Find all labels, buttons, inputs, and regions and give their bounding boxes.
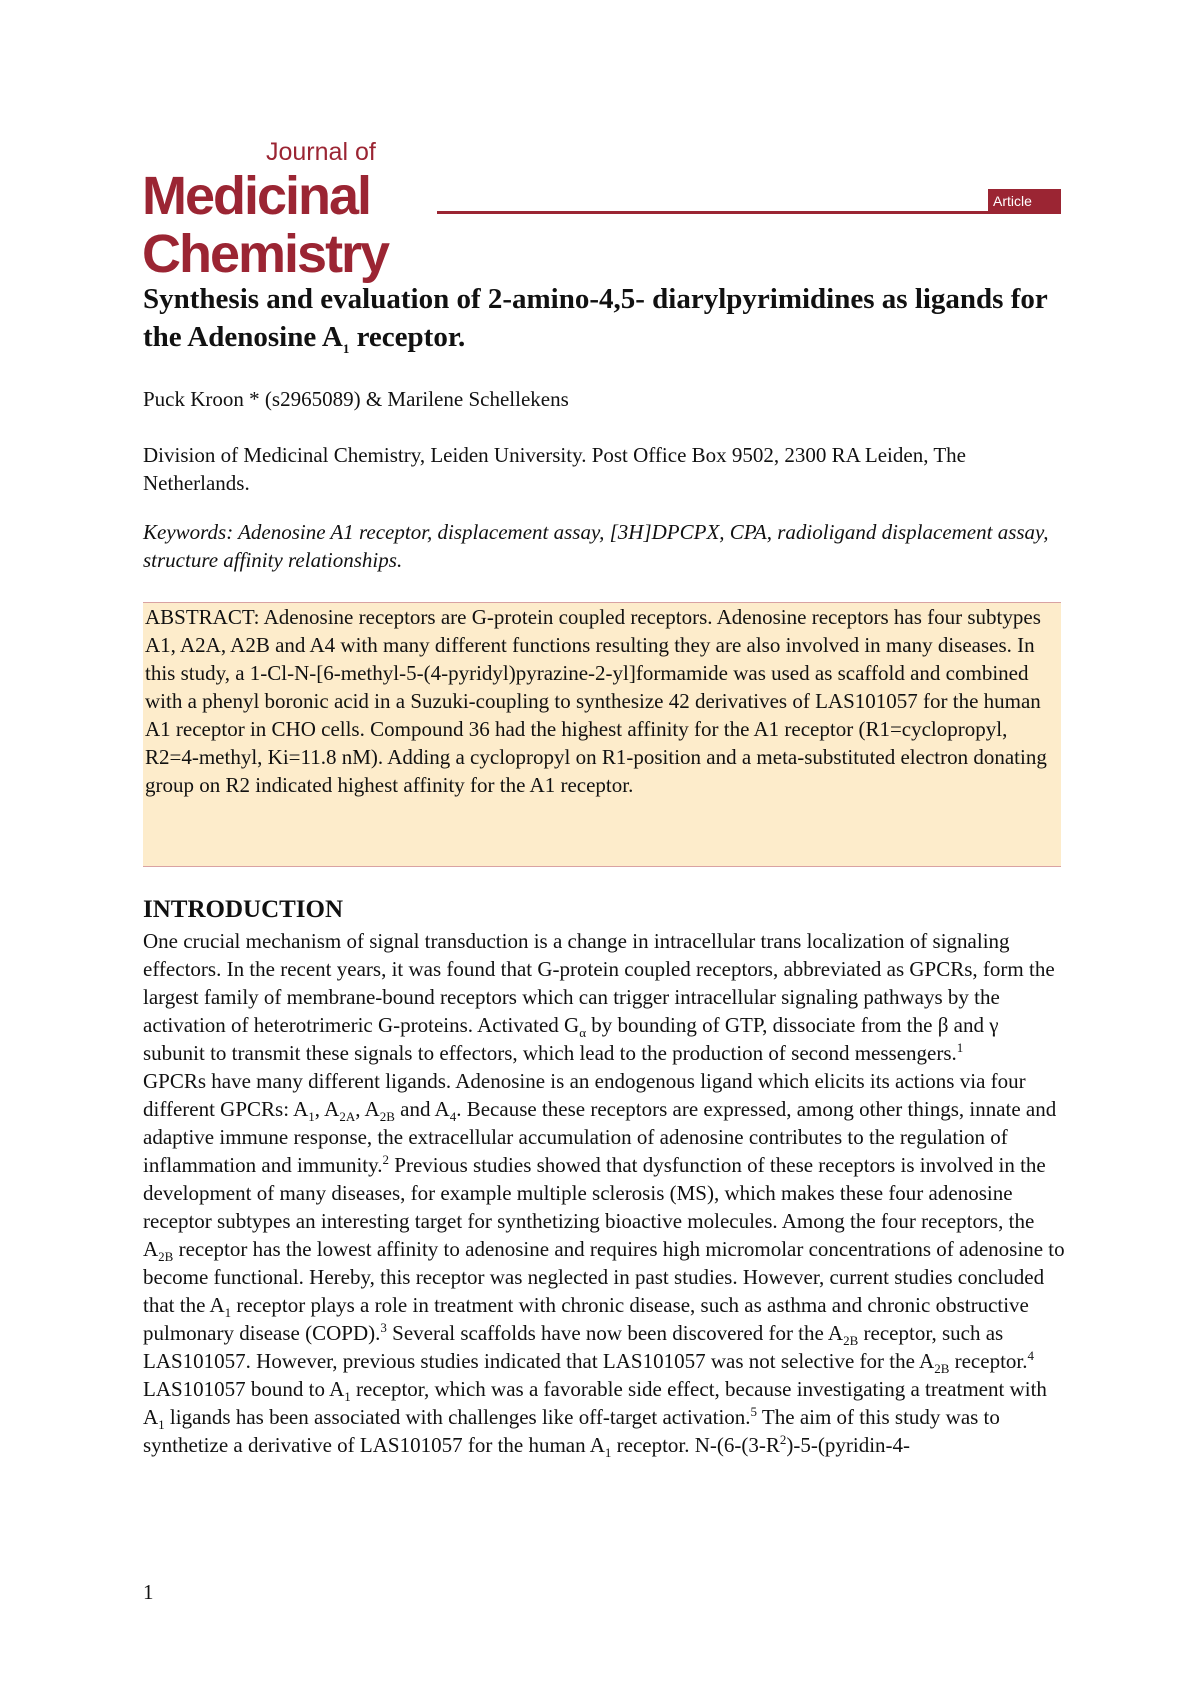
intro-text: receptor has the lowest affinity to adenosine and requires high micromolar concentrations of adenosine to become functional. Hereby, this receptor was neglected in past studies. However, current studies concluded that the A (143, 1237, 1065, 1317)
paper-title (143, 280, 1063, 356)
journal-name-medicinal: Medicinal (142, 166, 371, 226)
intro-text: receptor plays a role in treatment with chronic disease, such as asthma and chronic obstructive pulmonary disease (COPD). (143, 1293, 1029, 1345)
journal-name-chemistry: Chemistry (142, 224, 389, 284)
subscript: 1 (224, 1305, 232, 1321)
author-list: Puck Kroon * (s2965089) & Marilene Schellekens (143, 387, 569, 411)
intro-text: by bounding of GTP, dissociate from the β and γ subunit to transmit these signals to effectors, which lead to the production of second messengers. (143, 1013, 999, 1065)
intro-text: receptor, which was a favorable side effect, because investigating a treatment with A (143, 1377, 1047, 1429)
keywords: Keywords: Adenosine A1 receptor, displacement assay, [3H]DPCPX, CPA, radioligand displacement assay, structure affinity relationships. (143, 520, 1049, 572)
subscript: 1 (344, 1389, 351, 1405)
intro-text: Previous studies showed that dysfunction of these receptors is involved in the development of many diseases, for example multiple sclerosis (MS), which makes these four adenosine receptor subtypes an interesting target for synthetizing bioactive molecules. Among the four receptors, the A (143, 1153, 1046, 1261)
intro-text: Several scaffolds have now been discovered for the A (386, 1321, 844, 1345)
citation-superscript: 4 (1027, 1348, 1034, 1363)
citation-superscript: 1 (956, 1040, 964, 1055)
citation-superscript: 3 (380, 1320, 387, 1335)
title-subscript: 1 (342, 340, 350, 356)
title-text-part1: Synthesis and evaluation of 2-amino-4,5- diarylpyrimidines as ligands for the Adenosine A (143, 283, 1048, 353)
introduction-heading: INTRODUCTION (143, 896, 344, 923)
subscript: 1 (308, 1109, 315, 1125)
intro-text: receptor, such as LAS101057. However, previous studies indicated that LAS101057 was not selective for the A (143, 1321, 1004, 1373)
intro-text: The aim of this study was to synthetize a derivative of LAS101057 for the human A (143, 1405, 1000, 1457)
intro-paragraph-2 (143, 1067, 1065, 1459)
intro-text: , A (314, 1097, 340, 1121)
intro-text: . Because these receptors are expressed, among other things, innate and adaptive immune response, the extracellular accumulation of adenosine contributes to the regulation of inflammation and immunity. (143, 1097, 1057, 1177)
intro-paragraph-1 (143, 927, 1065, 1067)
intro-text: LAS101057 bound to A (143, 1377, 345, 1401)
title-text-part2: receptor. (349, 321, 466, 353)
page-number: 1 (143, 1580, 154, 1604)
header-rule (437, 211, 1061, 214)
subscript: 2B (379, 1109, 395, 1125)
subscript: 2B (158, 1249, 174, 1265)
intro-text: and A (394, 1097, 450, 1121)
subscript: 1 (158, 1417, 165, 1433)
intro-text: )-5-(pyridin-4- (786, 1433, 911, 1457)
journal-of-text: Journal of (266, 138, 376, 166)
superscript: 2 (779, 1432, 787, 1447)
subscript: α (579, 1025, 586, 1041)
citation-superscript: 5 (750, 1404, 758, 1419)
subscript: 2B (934, 1361, 950, 1377)
introduction-body (143, 927, 1065, 1459)
intro-text: GPCRs have many different ligands. Adenosine is an endogenous ligand which elicits its actions via four different GPCRs: A (143, 1069, 1026, 1121)
citation-superscript: 2 (382, 1152, 390, 1167)
abstract-box (143, 602, 1061, 867)
intro-text: ligands has been associated with challenges like off-target activation. (164, 1405, 751, 1429)
subscript: 2A (339, 1109, 356, 1125)
subscript: 1 (604, 1445, 612, 1461)
intro-text: receptor. (949, 1349, 1028, 1373)
intro-text: One crucial mechanism of signal transduction is a change in intracellular trans localization of signaling effectors. In the recent years, it was found that G-protein coupled receptors, abbreviated as GPCRs, form the largest family of membrane-bound receptors which can trigger intracellular signaling pathways by the activation of heterotrimeric G-proteins. Activated G (143, 929, 1055, 1037)
article-type-badge: Article (988, 189, 1061, 214)
subscript: 4 (449, 1109, 457, 1125)
affiliation: Division of Medicinal Chemistry, Leiden University. Post Office Box 9502, 2300 RA Leiden, The Netherlands. (143, 443, 966, 495)
subscript: 2B (843, 1333, 859, 1349)
abstract-text: ABSTRACT: Adenosine receptors are G-protein coupled receptors. Adenosine receptors has four subtypes A1, A2A, A2B and A4 with many different functions resulting they are also involved in many diseases. In this study, a 1-Cl-N-[6-methyl-5-(4-pyridyl)pyrazine-2-yl]formamide was used as scaffold and combined with a phenyl boronic acid in a Suzuki-coupling to synthesize 42 derivatives of LAS101057 for the human A1 receptor in CHO cells. Compound 36 had the highest affinity for the A1 receptor (R1=cyclopropyl, R2=4-methyl, Ki=11.8 nM). Adding a cyclopropyl on R1-position and a meta-substituted electron donating group on R2 indicated highest affinity for the A1 receptor. (145, 605, 1047, 797)
intro-text: receptor. N-(6-(3-R (611, 1433, 780, 1457)
intro-text: , A (355, 1097, 380, 1121)
